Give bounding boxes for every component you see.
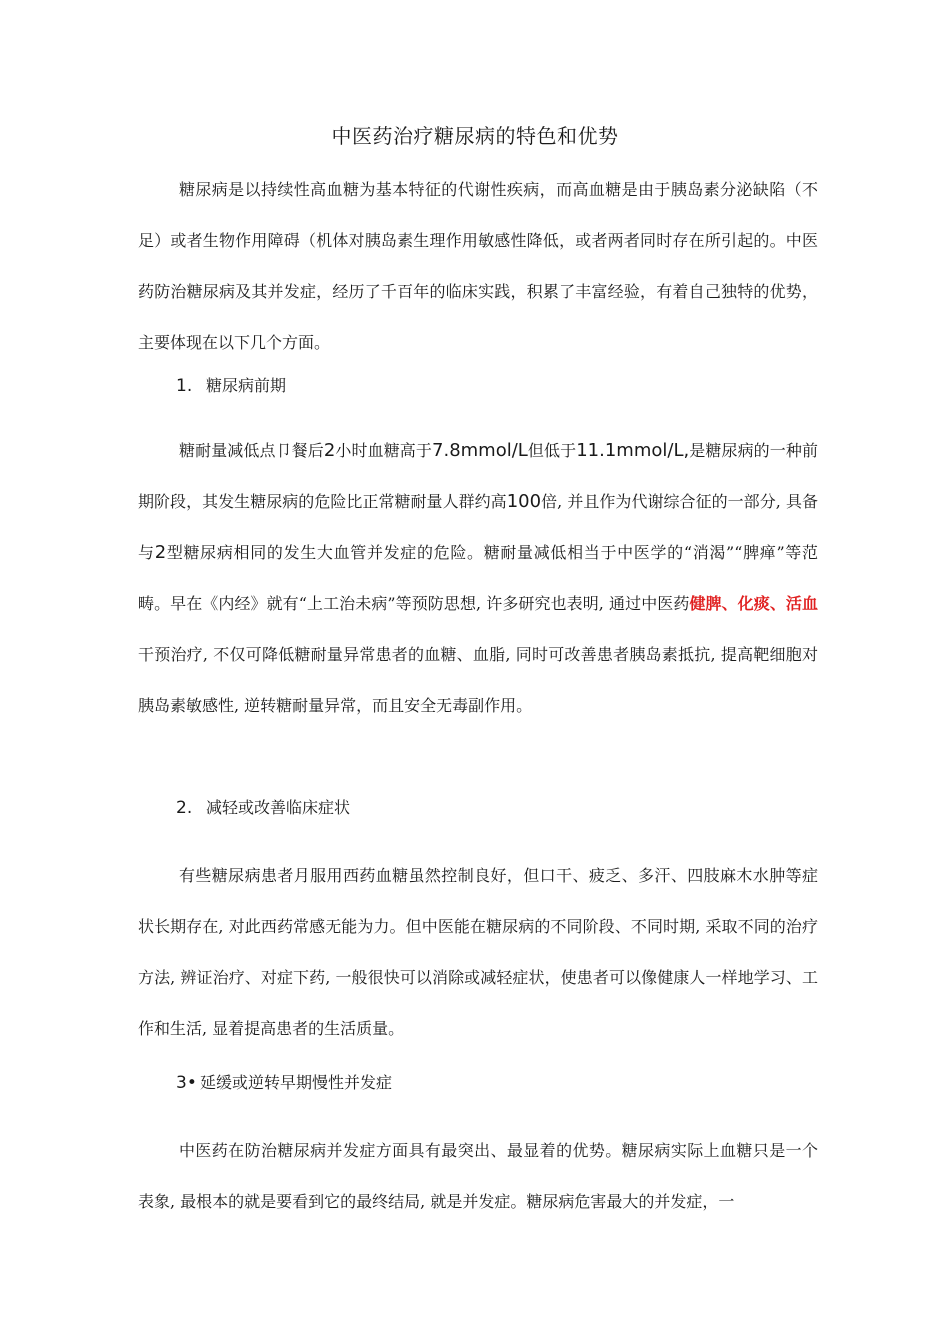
section-1-text-g: 干预治疗, 不仅可降低糖耐量异常患者的血糖、血脂, 同时可改善患者胰岛素抵抗, 提高靶细胞对胰岛素敏感性, 逆转糖耐量异常，而且安全无毒副作用。 [138, 645, 818, 715]
section-1-text-a: 糖耐量减低点卩餐后 [179, 441, 324, 460]
section-1-text-d: 是糖尿病的一种前期阶段，其发生糖尿病的危险比正常糖耐量人群约高 [138, 441, 818, 511]
section-1-heading [176, 374, 286, 398]
section-1-text-c: 但低于 [527, 441, 577, 460]
section-1-title: 糖尿病前期 [206, 376, 287, 395]
highlight-text: 健脾、化痰、活血 [689, 594, 818, 613]
section-1-paragraph [138, 425, 818, 731]
section-1-num-b: 7.8mmol/L [432, 440, 528, 461]
section-1-text-b: 小时血糖高于 [335, 441, 433, 460]
intro-paragraph: 糖尿病是以持续性高血糖为基本特征的代谢性疾病，而高血糖是由于胰岛素分泌缺陷（不足）或者生物作用障碍（机体对胰岛素生理作用敏感性降低，或者两者同时存在所引起的。中医药防治糖尿病及其并发症，经历了千百年的临床实践，积累了丰富经验，有着自己独特的优势，主要体现在以下几个方面。 [138, 180, 818, 352]
section-1-number: 1. [176, 376, 193, 396]
section-3-number: 3• [176, 1073, 197, 1093]
section-1-num-c: 11.1mmol/L, [576, 440, 690, 461]
section-3-paragraph: 中医药在防治糖尿病并发症方面具有最突出、最显着的优势。糖尿病实际上血糖只是一个表象, 最根本的就是要看到它的最终结局, 就是并发症。糖尿病危害最大的并发症，一 [138, 1141, 818, 1211]
section-2-number: 2. [176, 798, 193, 818]
section-2-heading [176, 796, 350, 820]
section-1-num-d: 100 [506, 491, 542, 512]
section-3-title: 延缓或逆转早期慢性并发症 [200, 1073, 393, 1092]
section-1-text-e: 倍, 并且作为代谢综合征的一部分, 具备与 [138, 492, 818, 562]
section-1-num-a: 2 [323, 440, 336, 461]
section-3-heading [176, 1071, 392, 1095]
section-2-title: 减轻或改善临床症状 [206, 798, 351, 817]
section-1-num-e: 2 [154, 542, 167, 563]
section-2-paragraph: 有些糖尿病患者月服用西药血糖虽然控制良好，但口干、疲乏、多汗、四肢麻木水肿等症状长期存在, 对此西药常感无能为力。但中医能在糖尿病的不同阶段、不同时期, 采取不同的治疗方法, 辨证治疗、对症下药, 一般很快可以消除或减轻症状，使患者可以像健康人一样地学习、工作和生活, 显着提高患者的生活质量。 [138, 866, 818, 1038]
document-title: 中医药治疗糖尿病的特色和优势 [331, 124, 619, 148]
section-1-text-f: 型糖尿病相同的发生大血管并发症的危险。糖耐量减低相当于中医学的“消渴”“脾瘅”等范畴。早在《内经》就有“上工治未病”等预防思想, 许多研究也表明, 通过中医药 [138, 543, 818, 613]
